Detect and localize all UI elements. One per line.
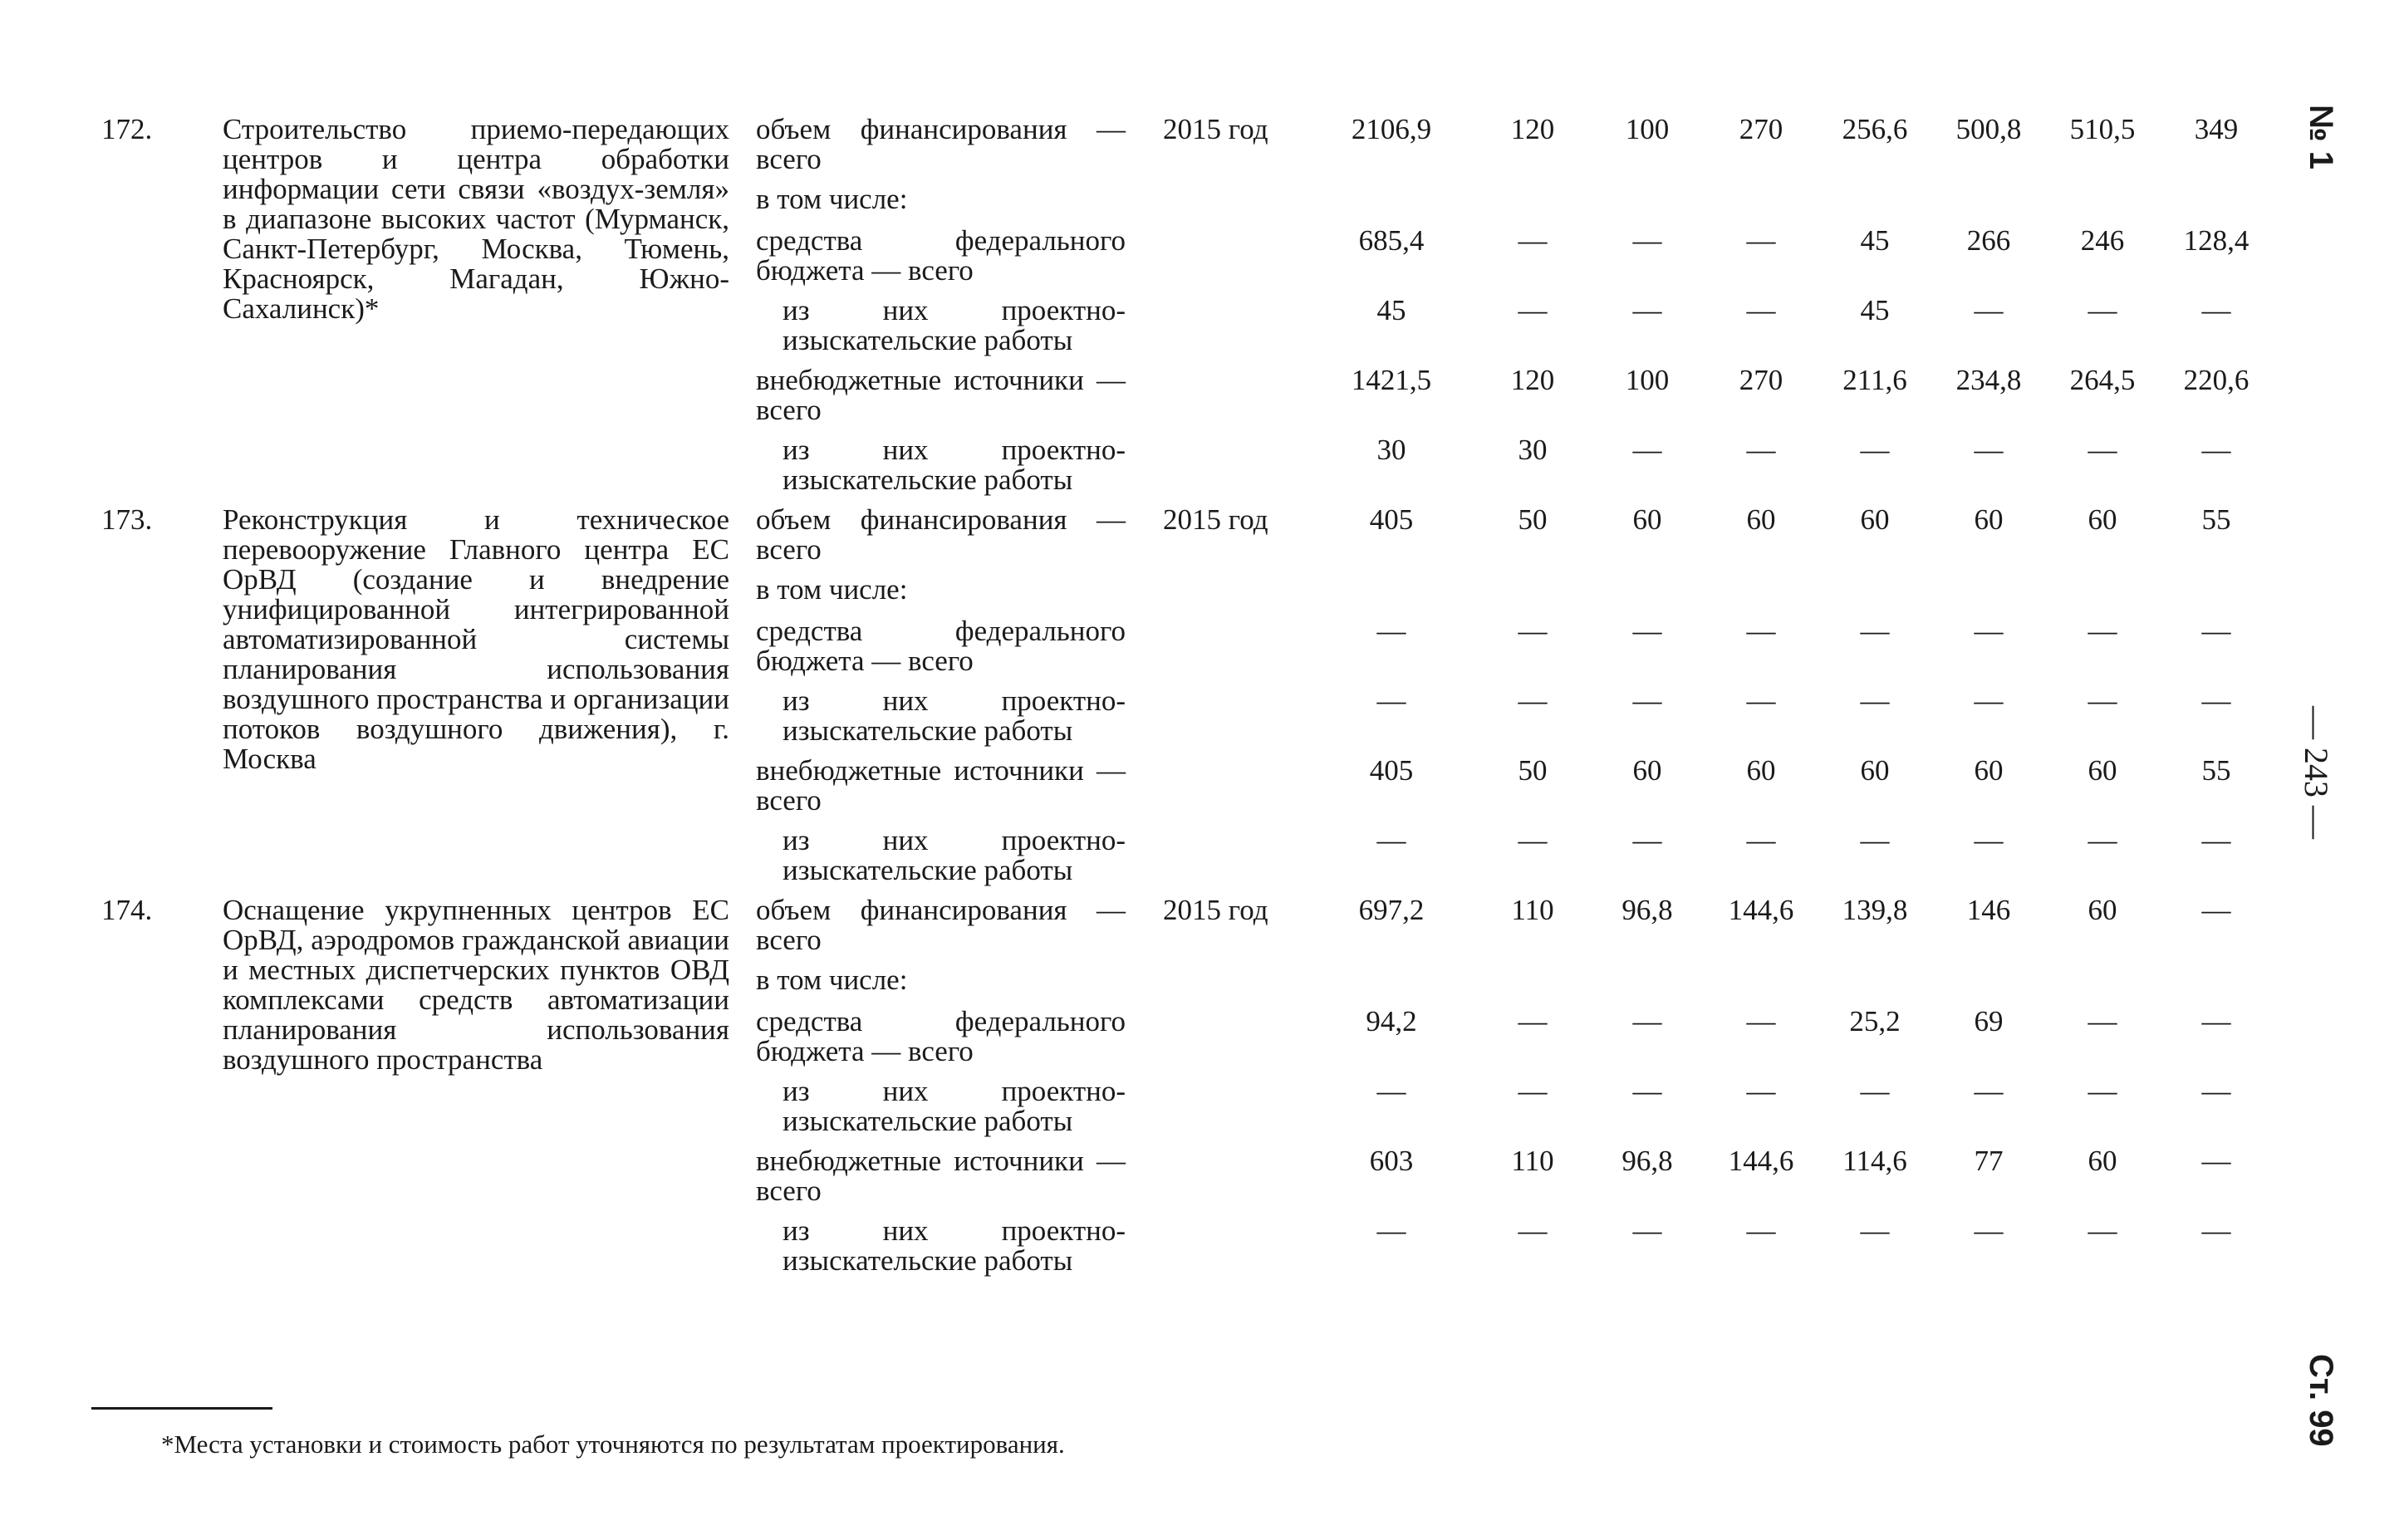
value-cell: 77	[1974, 1145, 2004, 1177]
value-cell: —	[1746, 824, 1776, 856]
value-cell: 266	[1966, 224, 2011, 257]
value-cell: 60	[1860, 503, 1890, 536]
value-cell: 100	[1625, 364, 1670, 396]
entry-year: 2015 год	[1163, 894, 1268, 926]
value-cell: —	[1376, 824, 1406, 856]
value-cell: 220,6	[2183, 364, 2249, 396]
value-cell: —	[1746, 1075, 1776, 1107]
value-cell: —	[2201, 824, 2231, 856]
value-cell: —	[1974, 1214, 2004, 1247]
value-cell: —	[2201, 1145, 2231, 1177]
entry-number: 172.	[101, 113, 153, 145]
value-cell: —	[1860, 1214, 1890, 1247]
funding-row	[0, 895, 2276, 962]
footnote-text: *Места установки и стоимость работ уточняются по результатам проектирования.	[161, 1430, 1065, 1459]
funding-row-label: из них проектно-изыскательские работы	[783, 824, 1126, 886]
funding-row	[0, 1146, 2276, 1213]
value-cell: —	[2201, 684, 2231, 717]
value-cell: 264,5	[2069, 364, 2136, 396]
value-cell: —	[2088, 684, 2117, 717]
value-cell: —	[1518, 615, 1548, 647]
value-cell: 30	[1376, 434, 1406, 466]
article-number: Ст. 99	[2303, 1354, 2339, 1447]
value-cell: 144,6	[1728, 894, 1794, 926]
value-cell: 685,4	[1358, 224, 1425, 257]
value-cell: 128,4	[2183, 224, 2249, 257]
entry-number: 174.	[101, 894, 153, 926]
value-cell: —	[2201, 1005, 2231, 1037]
value-cell: —	[2088, 434, 2117, 466]
value-cell: —	[1632, 224, 1662, 257]
entry-number: 173.	[101, 503, 153, 536]
value-cell: 100	[1625, 113, 1670, 145]
value-cell: 270	[1739, 113, 1783, 145]
entry-year: 2015 год	[1163, 503, 1268, 536]
entry-year: 2015 год	[1163, 113, 1268, 145]
value-cell: —	[1518, 1075, 1548, 1107]
value-cell: 110	[1511, 894, 1554, 926]
funding-row	[0, 365, 2276, 432]
entry-description: Реконструкция и техническое перевооружение Главного центра ЕС ОрВД (создание и внедрение унифицированной интегрированной автоматизированной системы планирования использования воздушного пространства и организации потоков воздушного движения), г. Москва	[223, 503, 729, 775]
value-cell: 500,8	[1955, 113, 2022, 145]
value-cell: —	[1746, 434, 1776, 466]
issue-number: № 1	[2303, 105, 2339, 169]
value-cell: 60	[2088, 1145, 2117, 1177]
funding-row-label: внебюджетные источники — всего	[756, 364, 1126, 426]
value-cell: —	[1860, 434, 1890, 466]
value-cell: —	[1860, 1075, 1890, 1107]
value-cell: 114,6	[1842, 1145, 1907, 1177]
value-cell: 55	[2201, 503, 2231, 536]
value-cell: 246	[2080, 224, 2125, 257]
value-cell: 25,2	[1849, 1005, 1901, 1037]
value-cell: —	[1376, 615, 1406, 647]
funding-row-label: в том числе:	[756, 183, 908, 215]
value-cell: —	[1860, 615, 1890, 647]
value-cell: 139,8	[1842, 894, 1908, 926]
funding-row	[0, 296, 2276, 362]
value-cell: —	[1376, 1075, 1406, 1107]
value-cell: 69	[1974, 1005, 2004, 1037]
value-cell: 144,6	[1728, 1145, 1794, 1177]
value-cell: —	[2201, 615, 2231, 647]
value-cell: 270	[1739, 364, 1783, 396]
funding-row-label: средства федерального бюджета — всего	[756, 615, 1126, 677]
value-cell: 60	[1860, 754, 1890, 787]
value-cell: 60	[1746, 503, 1776, 536]
value-cell: —	[1518, 684, 1548, 717]
value-cell: —	[2088, 824, 2117, 856]
funding-row-label: из них проектно-изыскательские работы	[783, 294, 1126, 356]
value-cell: 60	[1974, 754, 2004, 787]
value-cell: —	[2201, 434, 2231, 466]
value-cell: —	[2088, 1075, 2117, 1107]
page-number: — 243 —	[2298, 706, 2335, 839]
value-cell: —	[1974, 824, 2004, 856]
value-cell: 405	[1369, 503, 1414, 536]
funding-row	[0, 115, 2276, 181]
value-cell: —	[2088, 294, 2117, 326]
value-cell: 45	[1860, 224, 1890, 257]
funding-row	[0, 1007, 2276, 1073]
entry-description: Оснащение укрупненных центров ЕС ОрВД, аэродромов гражданской авиации и местных диспетчерских пунктов ОВД комплексами средств автоматизации планирования использования воздушного пространства	[223, 894, 729, 1076]
funding-row-label: из них проектно-изыскательские работы	[783, 684, 1126, 747]
funding-row-label: из них проектно-изыскательские работы	[783, 434, 1126, 496]
funding-row-label: средства федерального бюджета — всего	[756, 224, 1126, 287]
value-cell: —	[2088, 1214, 2117, 1247]
value-cell: —	[1632, 1214, 1662, 1247]
funding-row	[0, 226, 2276, 292]
value-cell: —	[1632, 1005, 1662, 1037]
funding-row-label: из них проектно-изыскательские работы	[783, 1214, 1126, 1277]
value-cell: —	[2201, 294, 2231, 326]
value-cell: 60	[1974, 503, 2004, 536]
value-cell: 2106,9	[1351, 113, 1432, 145]
value-cell: 120	[1510, 364, 1555, 396]
value-cell: 60	[1746, 754, 1776, 787]
funding-row	[0, 756, 2276, 822]
value-cell: —	[1746, 615, 1776, 647]
value-cell: —	[1974, 615, 2004, 647]
funding-row-label: внебюджетные источники — всего	[756, 1145, 1126, 1207]
value-cell: 1421,5	[1351, 364, 1432, 396]
funding-row	[0, 826, 2276, 892]
value-cell: 146	[1966, 894, 2011, 926]
value-cell: —	[1518, 1005, 1548, 1037]
value-cell: 510,5	[2069, 113, 2136, 145]
value-cell: —	[1632, 1075, 1662, 1107]
value-cell: —	[1518, 1214, 1548, 1247]
value-cell: —	[2201, 1214, 2231, 1247]
value-cell: 55	[2201, 754, 2231, 787]
value-cell: 96,8	[1621, 894, 1673, 926]
value-cell: —	[1632, 434, 1662, 466]
value-cell: 211,6	[1842, 364, 1907, 396]
value-cell: —	[1632, 824, 1662, 856]
value-cell: 45	[1860, 294, 1890, 326]
funding-row-label: объем финансирования — всего	[756, 503, 1126, 566]
value-cell: 234,8	[1955, 364, 2022, 396]
value-cell: —	[1974, 434, 2004, 466]
value-cell: 96,8	[1621, 1145, 1673, 1177]
value-cell: —	[1860, 824, 1890, 856]
value-cell: —	[2201, 894, 2231, 926]
value-cell: 60	[2088, 894, 2117, 926]
funding-row	[0, 1216, 2276, 1283]
value-cell: —	[1746, 684, 1776, 717]
funding-row-label: объем финансирования — всего	[756, 894, 1126, 956]
funding-row	[0, 435, 2276, 502]
funding-row-label: объем финансирования — всего	[756, 113, 1126, 175]
value-cell: —	[1974, 1075, 2004, 1107]
value-cell: 60	[2088, 754, 2117, 787]
value-cell: —	[1518, 824, 1548, 856]
value-cell: 405	[1369, 754, 1414, 787]
value-cell: —	[1746, 1214, 1776, 1247]
funding-row-label: внебюджетные источники — всего	[756, 754, 1126, 817]
value-cell: —	[1632, 294, 1662, 326]
funding-row	[0, 1077, 2276, 1143]
value-cell: —	[2088, 1005, 2117, 1037]
value-cell: 603	[1369, 1145, 1414, 1177]
value-cell: —	[1746, 1005, 1776, 1037]
entry-description: Строительство приемо-передающих центров и центра обработки информации сети связи «воздух-земля» в диапазоне высоких частот (Мурманск, Санкт-Петербург, Москва, Тюмень, Красноярск, Магадан, Южно-Сахалинск)*	[223, 113, 729, 325]
funding-row-label: в том числе:	[756, 573, 908, 606]
funding-row-label: в том числе:	[756, 964, 908, 996]
value-cell: —	[2088, 615, 2117, 647]
value-cell: 94,2	[1366, 1005, 1417, 1037]
value-cell: 50	[1518, 754, 1548, 787]
value-cell: 45	[1376, 294, 1406, 326]
value-cell: 349	[2194, 113, 2239, 145]
value-cell: —	[1518, 294, 1548, 326]
value-cell: 60	[2088, 503, 2117, 536]
value-cell: —	[1860, 684, 1890, 717]
value-cell: 120	[1510, 113, 1555, 145]
value-cell: 60	[1632, 503, 1662, 536]
value-cell: —	[1974, 684, 2004, 717]
value-cell: —	[1376, 1214, 1406, 1247]
funding-row	[0, 616, 2276, 683]
value-cell: 110	[1511, 1145, 1554, 1177]
value-cell: —	[1974, 294, 2004, 326]
value-cell: —	[1632, 615, 1662, 647]
value-cell: —	[1746, 224, 1776, 257]
value-cell: 697,2	[1358, 894, 1425, 926]
funding-row-label: из них проектно-изыскательские работы	[783, 1075, 1126, 1137]
value-cell: 256,6	[1842, 113, 1908, 145]
value-cell: 60	[1632, 754, 1662, 787]
value-cell: —	[1632, 684, 1662, 717]
value-cell: —	[2201, 1075, 2231, 1107]
funding-row	[0, 505, 2276, 571]
value-cell: —	[1746, 294, 1776, 326]
value-cell: —	[1376, 684, 1406, 717]
value-cell: 50	[1518, 503, 1548, 536]
funding-row-label: средства федерального бюджета — всего	[756, 1005, 1126, 1067]
footnote-rule	[91, 1407, 272, 1410]
funding-row	[0, 686, 2276, 753]
value-cell: 30	[1518, 434, 1548, 466]
value-cell: —	[1518, 224, 1548, 257]
